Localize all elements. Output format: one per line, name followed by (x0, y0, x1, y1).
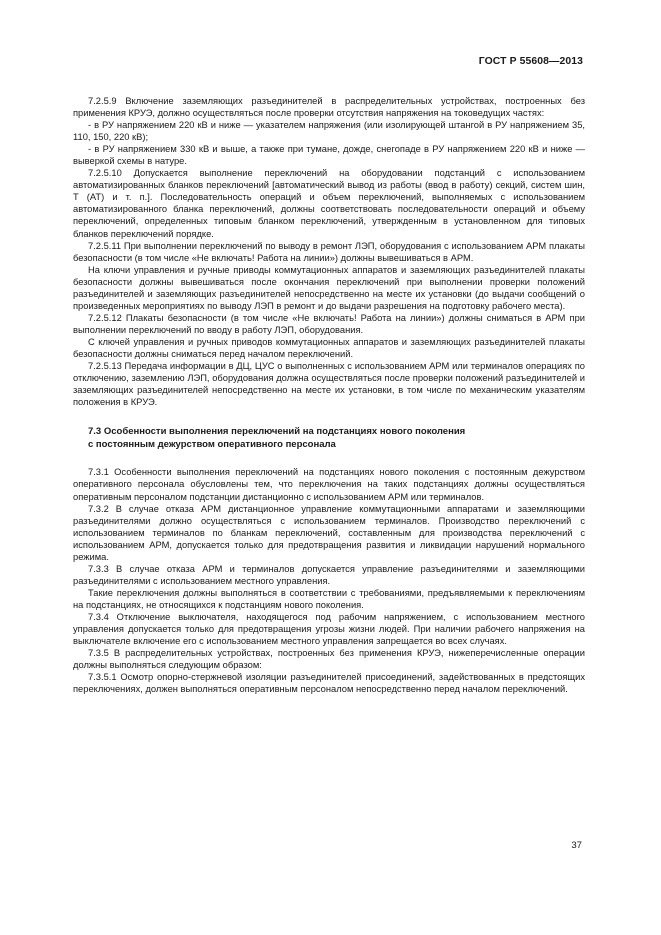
paragraph-posters-hanging: На ключи управления и ручные приводы коммутационных аппаратов и заземляющих разъединителей плакаты безопасности должны вывешиваться после окончания переключений при выполнении проверки положений разъединителей и заземляющих разъединителей непосредственно на месте их установки (до выдачи сообщений о произведенных мероприятиях по выводу ЛЭП в ремонт и до выдачи разрешения на подготовку рабочего места). (73, 264, 585, 311)
section-title-line-2: с постоянным дежурством оперативного персонала (88, 438, 336, 450)
paragraph-7-3-3: 7.3.3 В случае отказа АРМ и терминалов допускается управление разъединителями и заземляющими разъединителями с использованием местного управления. (73, 563, 585, 586)
paragraph-7-3-5-1: 7.3.5.1 Осмотр опорно-стержневой изоляции разъединителей присоединений, задействованных в предстоящих переключениях, должен выполняться оперативным персоналом непосредственно перед началом переключений. (73, 672, 585, 695)
paragraph-7-2-5-12: 7.2.5.12 Плакаты безопасности (в том числе «Не включать! Работа на линии») должны сниматься в АРМ при выполнении переключений по вводу в работу ЛЭП, оборудования. (73, 312, 585, 335)
section-title-7-3 (73, 426, 585, 451)
list-item-220kv: - в РУ напряжением 220 кВ и ниже — указателем напряжения (или изолирующей штангой в РУ напряжением 35, 110, 150, 220 кВ); (73, 120, 585, 143)
list-item-330kv: - в РУ напряжением 330 кВ и выше, а также при тумане, дожде, снегопаде в РУ напряжением 220 кВ и ниже — выверкой схемы в натуре. (73, 144, 585, 167)
paragraph-7-2-5-11: 7.2.5.11 При выполнении переключений по выводу в ремонт ЛЭП, оборудования с использованием АРМ плакаты безопасности (в том числе «Не включать! Работа на линии») должны вывешиваться в АРМ. (73, 240, 585, 263)
paragraph-posters-removal: С ключей управления и ручных приводов коммутационных аппаратов и заземляющих разъединителей плакаты безопасности должны сниматься перед началом переключений. (73, 336, 585, 359)
document-header-id: ГОСТ Р 55608—2013 (478, 56, 583, 67)
paragraph-7-3-4: 7.3.4 Отключение выключателя, находящегося под рабочим напряжением, с использованием местного управления допускается только для предотвращения угрозы жизни людей. При наличии рабочего напряжения на выключателе включение его с использованием местного управления запрещается во всех случаях. (73, 611, 585, 647)
page-number: 37 (571, 840, 582, 851)
paragraph-7-3-5: 7.3.5 В распределительных устройствах, построенных без применения КРУЭ, нижеперечисленные операции должны выполняться следующим образом: (73, 648, 585, 671)
document-body (73, 95, 585, 695)
paragraph-7-3-2: 7.3.2 В случае отказа АРМ дистанционное управление коммутационными аппаратами и заземляющими разъединителями должно осуществляться с использованием терминалов. Производство переключений с использованием терминалов по бланкам переключений, составленным для производства переключений с использованием АРМ, допускается только для предотвращения развития и ликвидации нарушений нормального режима. (73, 503, 585, 562)
paragraph-7-3-1: 7.3.1 Особенности выполнения переключений на подстанциях нового поколения с постоянным дежурством оперативного персонала обусловлены тем, что переключения на таких подстанциях должны осуществляться оперативным персоналом подстанции дистанционно с использованием АРМ или терминалов. (73, 467, 585, 502)
paragraph-7-2-5-9: 7.2.5.9 Включение заземляющих разъединителей в распределительных устройствах, построенных без применения КРУЭ, должно осуществляться после проверки отсутствия напряжения на токоведущих частях: (73, 96, 585, 119)
paragraph-7-2-5-13: 7.2.5.13 Передача информации в ДЦ, ЦУС о выполненных с использованием АРМ или терминалов операциях по отключению, заземлению ЛЭП, оборудования должна осуществляться после проверки положений разъединителей и заземляющих разъединителей непосредственно на месте их установки, в том числе по механическим указателям положения в КРУЭ. (73, 361, 585, 408)
paragraph-switching-requirements: Такие переключения должны выполняться в соответствии с требованиями, предъявляемыми к переключениям на подстанциях, не относящихся к подстанциям нового поколения. (73, 587, 585, 610)
section-title-line-1: 7.3 Особенности выполнения переключений на подстанциях нового поколения (88, 426, 466, 438)
paragraph-7-2-5-10: 7.2.5.10 Допускается выполнение переключений на оборудовании подстанций с использованием автоматизированных бланков переключений [автоматический вывод из работы (ввод в работу) секций, систем шин, Т (АТ) и т. п.]. Последовательность операций и объем переключений, выполняемых с использованием автоматизированного бланка переключений, должны соответствовать последовательности операций и объему переключений, определенных типовым бланком переключений, утвержденным в установленном для типовых бланков переключений порядке. (73, 168, 585, 239)
